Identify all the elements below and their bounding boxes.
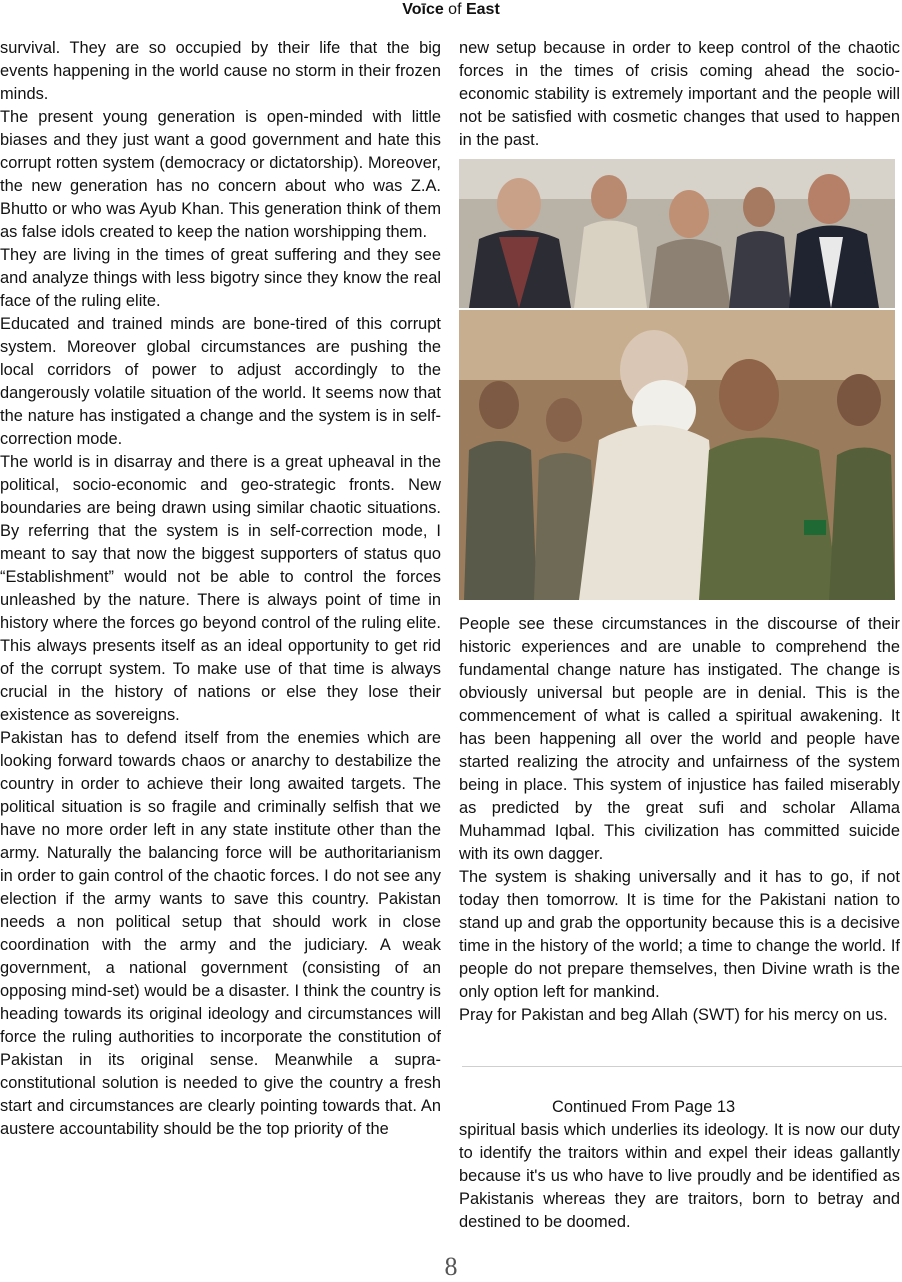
header-title-east: East xyxy=(465,1,500,18)
paragraph: new setup because in order to keep control of the chaotic forces in the times of crisis coming ahead the socio- economic stability is extremely important and the people will not be satisfied with cosmetic changes that used to happen in the past. xyxy=(459,39,900,149)
paragraph: The world is in disarray and there is a great upheaval in the political, socio-economic and geo-strategic fronts. New boundaries are being drawn using similar chaotic situations. By referring that the system is in self-correction mode, I meant to say that now the biggest supporters of status quo “Establishment” would not be able to control the forces unleashed by the nature. There is always point of time in history where the forces go beyond control of the ruling elite. This always presents itself as an ideal opportunity to get rid of the corrupt system. To make use of that time is always crucial in the history of nations or else they lose their existence as sovereigns. xyxy=(0,453,441,724)
paragraph: They are living in the times of great suffering and they see and analyze things with less bigotry since they know the real face of the ruling elite. xyxy=(0,246,441,310)
right-column-top xyxy=(459,37,900,152)
paragraph: The system is shaking universally and it has to go, if not today then tomorrow. It is time for the Pakistani nation to stand up and grab the opportunity because this is a decisive time in the history of the world; a time to change the world. If people do not prepare themselves, then Divine wrath is the only option left for mankind. xyxy=(459,868,900,1001)
paragraph: Educated and trained minds are bone-tired of this corrupt system. Moreover global circumstances are pushing the local corridors of power to adjust accordingly to the dangerously volatile situation of the world. It seems now that the nature has instigated a change and the system is in self-correction mode. xyxy=(0,315,441,448)
paragraph: survival. They are so occupied by their life that the big events happening in the world cause no storm in their frozen minds. xyxy=(0,39,441,103)
section-divider xyxy=(462,1066,902,1067)
page-number: 8 xyxy=(444,1252,458,1281)
photo-embrace-illustration xyxy=(459,310,895,600)
paragraph: Pakistan has to defend itself from the enemies which are looking forward towards chaos or anarchy to destabilize the country in order to achieve their long awaited targets. The political situation is so fragile and criminally selfish that we have no more order left in any state institute other than the army. Naturally the balancing force will be authoritarianism in order to gain control of the chaotic forces. I do not see any election if the army wants to save this country. Pakistan needs a non political setup that should work in close coordination with the army and the judiciary. A weak government, a national government (consisting of an opposing mind-set) would be a disaster. I think the country is heading towards its original ideology and circumstances will force the ruling authorities to incorporate the constitution of Pakistan in its original sense. Meanwhile a supra-constitutional solution is needed to give the country a fresh start and circumstances are clearly pointing towards that. An austere accountability should be the top priority of the xyxy=(0,729,441,1138)
header-title-of: of xyxy=(443,1,466,18)
right-column-bottom xyxy=(459,613,900,1027)
paragraph: The present young generation is open-minded with little biases and they just want a good government and hate this corrupt rotten system (democracy or dictatorship). Moreover, the new generation has no concern about who was Z.A. Bhutto or who was Ayub Khan. This generation think of them as false idols created to keep the nation worshipping them. xyxy=(0,108,441,241)
publication-header xyxy=(0,0,902,22)
continued-text: spiritual basis which underlies its ideology. It is now our duty to identify the traitors within and expel their ideas gallantly because it's us who have to live proudly and be identified as Pakistanis whereas they are traitors, born to betray and destined to be doomed. xyxy=(459,1121,900,1231)
left-column xyxy=(0,37,441,1141)
paragraph: Pray for Pakistan and beg Allah (SWT) for his mercy on us. xyxy=(459,1006,888,1024)
photo-embrace-army-officer xyxy=(459,310,895,600)
continued-section xyxy=(459,1096,900,1234)
photo-politicians-illustration xyxy=(459,159,895,308)
photo-politicians-group xyxy=(459,159,895,308)
paragraph: People see these circumstances in the discourse of their historic experiences and are unable to comprehend the fundamental change nature has instigated. The change is obviously universal but people are in denial. This is the commencement of what is called a spiritual awakening. It has been happening all over the world and people have started realizing the atrocity and unfairness of the system being in place. This system of injustice has failed miserably as predicted by the great sufi and scholar Allama Muhammad Iqbal. This civilization has committed suicide with its own dagger. xyxy=(459,615,900,863)
continued-title: Continued From Page 13 xyxy=(552,1098,736,1116)
header-title-voice: Voīce xyxy=(402,1,444,18)
